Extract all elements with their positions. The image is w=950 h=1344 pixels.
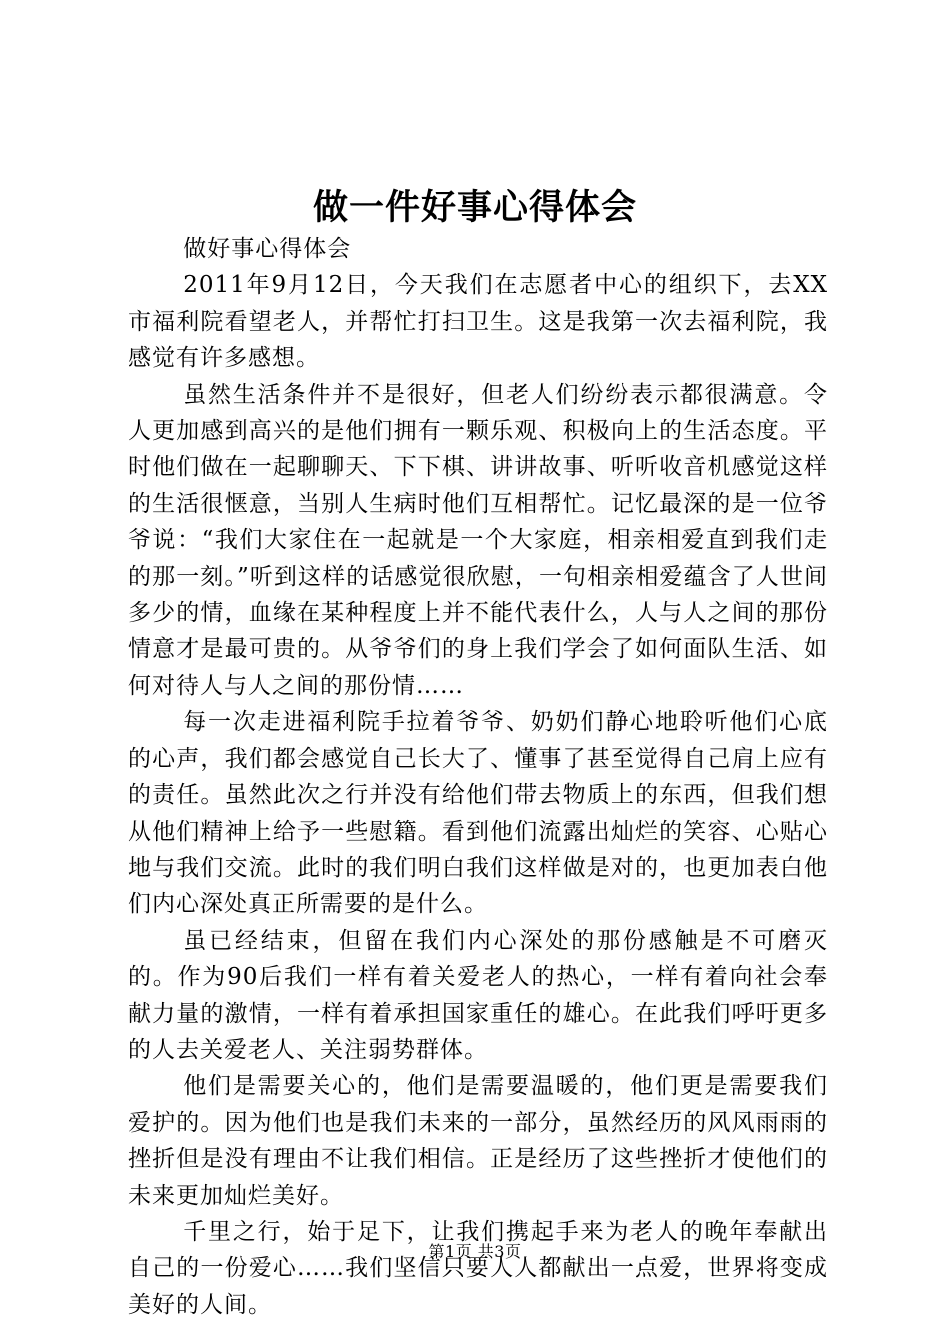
paragraph: 虽已经结束，但留在我们内心深处的那份感触是不可磨灭的。作为90后我们一样有着关爱老人的热心，一样有着向社会奉献力量的激情，一样有着承担国家重任的雄心。在此我们呼吁更多的人去关爱老人、关注弱势群体。 — [128, 927, 828, 1063]
paragraph: 虽然生活条件并不是很好，但老人们纷纷表示都很满意。令人更加感到高兴的是他们拥有一颗乐观、积极向上的生活态度。平时他们做在一起聊聊天、下下棋、讲讲故事、听听收音机感觉这样的生活很惬意，当别人生病时他们互相帮忙。记忆最深的是一位爷爷说：“我们大家住在一起就是一个大家庭，相亲相爱直到我们走的那一刻。”听到这样的话感觉很欣慰，一句相亲相爱蕴含了人世间多少的情，血缘在某种程度上并不能代表什么，人与人之间的那份情意才是最可贵的。从爷爷们的身上我们学会了如何面队生活、如何对待人与人之间的那份情…… — [128, 381, 828, 699]
document-body — [128, 231, 828, 1323]
paragraph: 千里之行，始于足下，让我们携起手来为老人的晚年奉献出自己的一份爱心……我们坚信只要人人都献出一点爱，世界将变成美好的人间。 — [128, 1218, 828, 1318]
paragraph: 他们是需要关心的，他们是需要温暖的，他们更是需要我们爱护的。因为他们也是我们未来的一部分，虽然经历的风风雨雨的挫折但是没有理由不让我们相信。正是经历了这些挫折才使他们的未来更加灿烂美好。 — [128, 1073, 828, 1209]
paragraph: 2011年9月12日，今天我们在志愿者中心的组织下，去XX市福利院看望老人，并帮忙打扫卫生。这是我第一次去福利院，我感觉有许多感想。 — [128, 272, 828, 372]
page-number-footer: 第1页 共3页 — [428, 1242, 522, 1261]
paragraph: 每一次走进福利院手拉着爷爷、奶奶们静心地聆听他们心底的心声，我们都会感觉自己长大了、懂事了甚至觉得自己肩上应有的责任。虽然此次之行并没有给他们带去物质上的东西，但我们想从他们精神上给予一些慰籍。看到他们流露出灿烂的笑容、心贴心地与我们交流。此时的我们明白我们这样做是对的，也更加表白他们内心深处真正所需要的是什么。 — [128, 709, 828, 918]
paragraph-subtitle: 做好事心得体会 — [183, 236, 352, 262]
document-title: 做一件好事心得体会 — [312, 187, 637, 228]
